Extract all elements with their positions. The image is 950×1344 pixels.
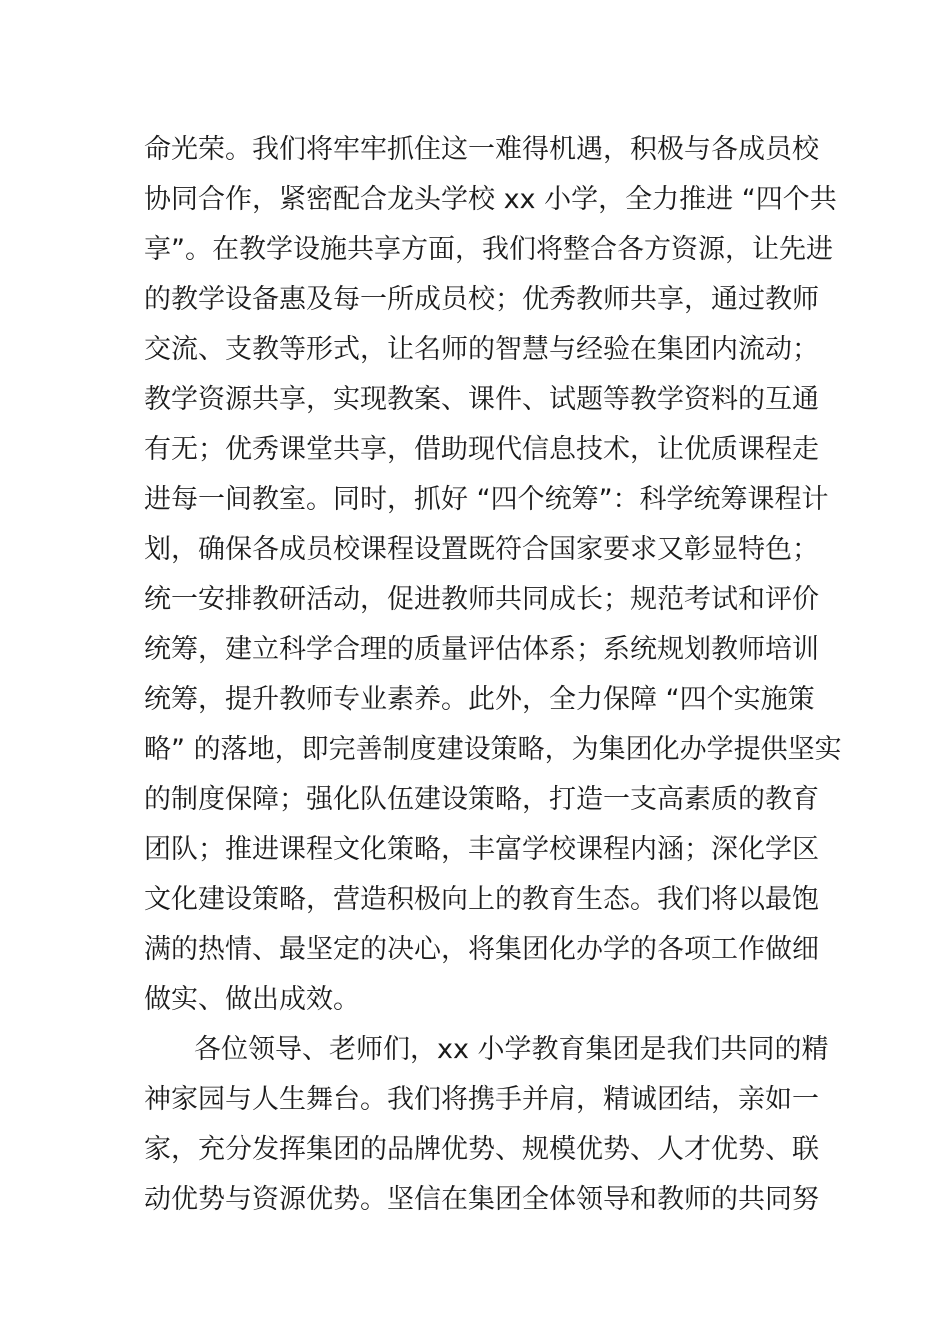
- text-line: 统筹，提升教师专业素养。此外，全力保障 “四个实施策: [144, 684, 815, 715]
- text-line: 统一安排教研活动，促进教师共同成长；规范考试和评价: [144, 584, 819, 615]
- text-line: 命光荣。我们将牢牢抓住这一难得机遇，积极与各成员校: [144, 134, 819, 165]
- text-line: 神家园与人生舞台。我们将携手并肩，精诚团结，亲如一: [144, 1084, 819, 1115]
- text-line: 协同合作，紧密配合龙头学校 xx 小学，全力推进 “四个共: [144, 184, 837, 215]
- text-line: 交流、支教等形式，让名师的智慧与经验在集团内流动；: [144, 334, 819, 365]
- text-line: 统筹，建立科学合理的质量评估体系；系统规划教师培训: [144, 634, 819, 665]
- text-line: 家，充分发挥集团的品牌优势、规模优势、人才优势、联: [144, 1134, 819, 1165]
- text-line: 略” 的落地，即完善制度建设策略，为集团化办学提供坚实: [144, 734, 842, 765]
- text-line: 划，确保各成员校课程设置既符合国家要求又彰显特色；: [144, 534, 819, 565]
- text-line: 进每一间教室。同时，抓好 “四个统筹”：科学统筹课程计: [144, 484, 829, 515]
- text-line: 团队；推进课程文化策略，丰富学校课程内涵；深化学区: [144, 834, 819, 865]
- text-line: 享”。在教学设施共享方面，我们将整合各方资源，让先进: [144, 234, 833, 265]
- text-line: 动优势与资源优势。坚信在集团全体领导和教师的共同努: [144, 1184, 819, 1215]
- text-line: 有无；优秀课堂共享，借助现代信息技术，让优质课程走: [144, 434, 819, 465]
- text-line: 的制度保障；强化队伍建设策略，打造一支高素质的教育: [144, 784, 819, 815]
- text-line: 满的热情、最坚定的决心，将集团化办学的各项工作做细: [144, 934, 819, 965]
- text-line: 各位领导、老师们，xx 小学教育集团是我们共同的精: [194, 1034, 829, 1065]
- text-line: 文化建设策略，营造积极向上的教育生态。我们将以最饱: [144, 884, 819, 915]
- text-line: 做实、做出成效。: [144, 984, 360, 1015]
- text-line: 教学资源共享，实现教案、课件、试题等教学资料的互通: [144, 384, 819, 415]
- text-line: 的教学设备惠及每一所成员校；优秀教师共享，通过教师: [144, 284, 819, 315]
